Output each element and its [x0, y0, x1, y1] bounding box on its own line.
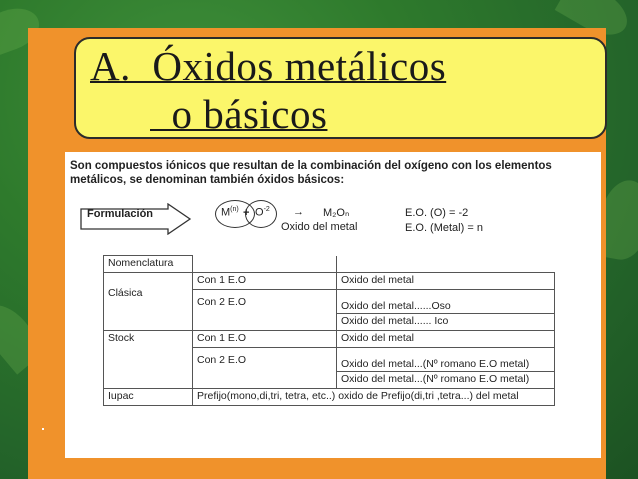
stray-dot [42, 428, 44, 430]
reactant-metal: $M^{(n)}$ [221, 206, 239, 219]
reactant-oxygen: $O^{-2}$ [255, 206, 270, 219]
stock-cell [104, 331, 193, 389]
clasica-con2-label: Con 2 E.O [197, 296, 247, 308]
title-line-1: A. Óxidos metálicos [90, 43, 447, 89]
title-line-2: o básicos [150, 91, 328, 137]
clasica-con1: Con 1 E.O [193, 273, 337, 290]
header-cell: Nomenclatura [104, 256, 193, 273]
stock-result-2a: Oxido del metal...(Nº romano E.O metal) [337, 348, 555, 372]
clasica-cell [104, 273, 193, 331]
clasica-label: Clásica [108, 287, 143, 299]
product-formula: M₂Oₙ [323, 207, 350, 219]
formulation-label: Formulación [87, 208, 154, 220]
stock-result-1: Oxido del metal [337, 331, 555, 348]
stock-result-2b: Oxido del metal...(Nº romano E.O metal) [337, 372, 555, 389]
iupac-text: Prefijo(mono,di,tri, tetra, etc..) oxido de Prefijo(di,tri ,tetra...) del metal [193, 389, 555, 406]
plus-sign: + [243, 207, 250, 219]
clasica-result-2b: Oxido del metal...... Ico [337, 314, 555, 331]
stock-con2 [193, 348, 337, 389]
product-name: Oxido del metal [281, 221, 358, 233]
nomenclature-table [103, 255, 555, 406]
eo-oxygen: E.O. (O) = -2 [405, 207, 469, 219]
eo-metal: E.O. (Metal) = n [405, 222, 483, 234]
intro-text: Son compuestos iónicos que resultan de la combinación del oxígeno con los elementos metálicos, se denominan también óxidos básicos: [70, 160, 552, 186]
clasica-result-2a: Oxido del metal......Oso [337, 290, 555, 314]
stock-con2-label: Con 2 E.O [197, 354, 247, 366]
clasica-con2 [193, 290, 337, 331]
clasica-result-1: Oxido del metal [337, 273, 555, 290]
stock-label: Stock [108, 332, 135, 344]
iupac-cell: Iupac [104, 389, 193, 406]
reaction-arrow: → [293, 206, 304, 218]
stock-con1: Con 1 E.O [193, 331, 337, 348]
document-scan [65, 152, 601, 458]
